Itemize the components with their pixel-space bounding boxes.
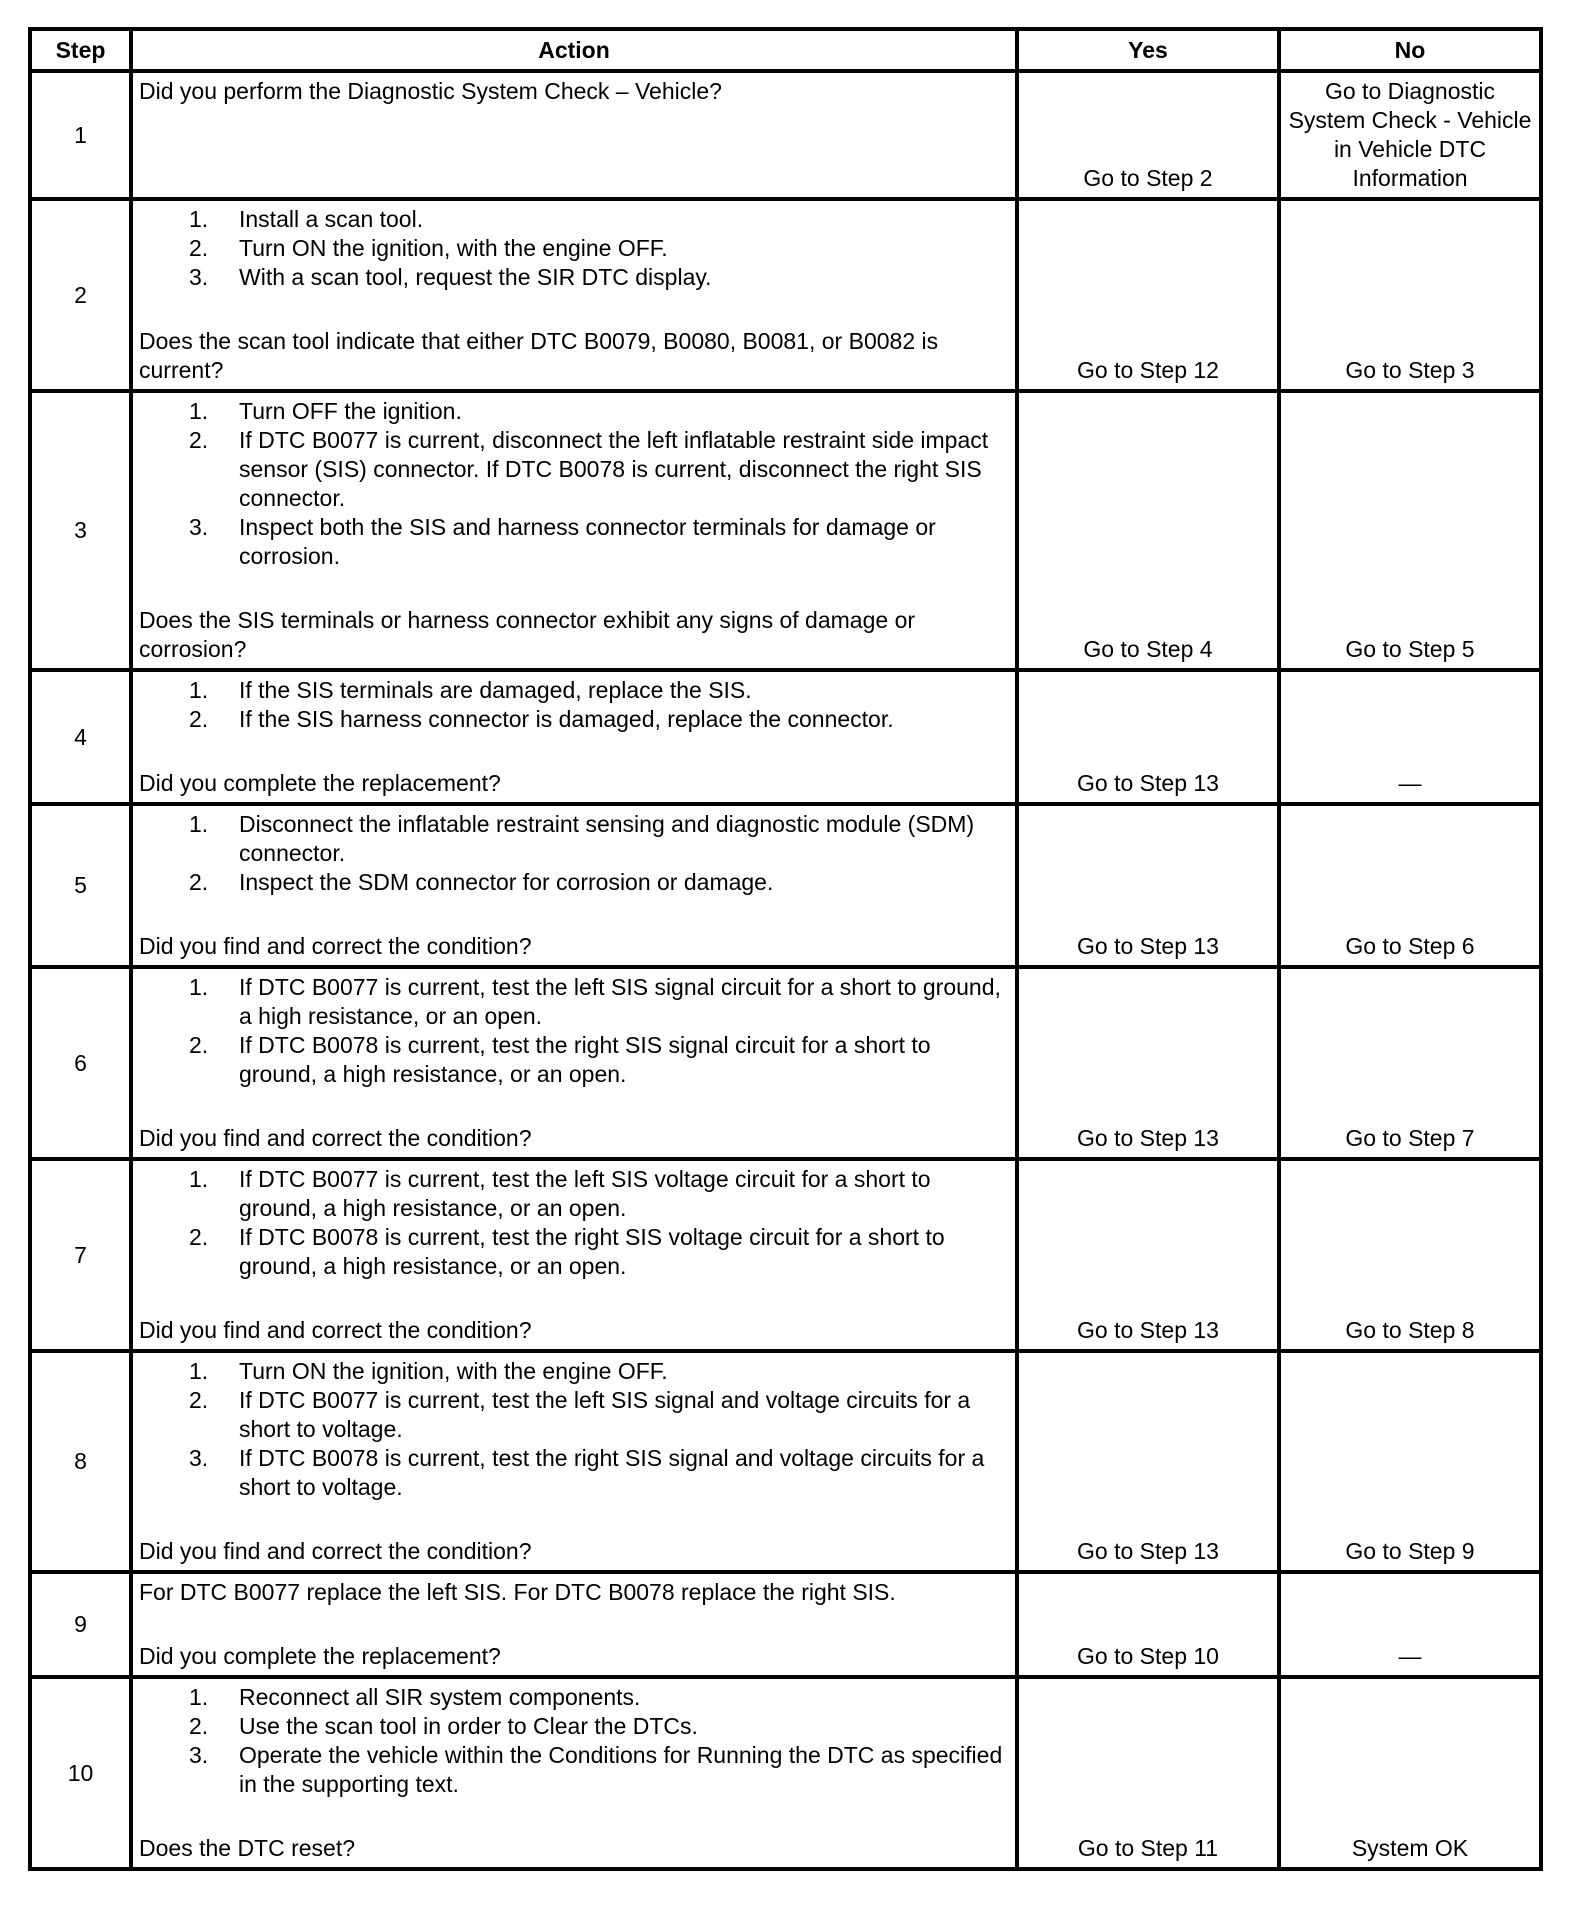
action-step-item bbox=[139, 705, 1009, 734]
no-result: — bbox=[1279, 1572, 1541, 1677]
step-number: 1 bbox=[30, 71, 131, 199]
action-step-item bbox=[139, 676, 1009, 705]
action-step-text: If DTC B0078 is current, test the right SIS voltage circuit for a short to ground, a high resistance, or an open. bbox=[239, 1224, 945, 1279]
table-row bbox=[30, 71, 1541, 199]
action-cell bbox=[131, 1677, 1017, 1869]
table-row bbox=[30, 1159, 1541, 1351]
step-number: 3 bbox=[30, 391, 131, 670]
step-number: 2 bbox=[30, 199, 131, 391]
header-yes: Yes bbox=[1017, 29, 1279, 71]
action-question: Did you complete the replacement? bbox=[139, 1643, 501, 1669]
yes-result: Go to Step 13 bbox=[1017, 670, 1279, 804]
action-step-item bbox=[139, 1223, 1009, 1281]
action-step-item bbox=[139, 263, 1009, 292]
action-steps-list bbox=[139, 205, 1009, 292]
no-result: Go to Step 9 bbox=[1279, 1351, 1541, 1572]
action-step-number: 1. bbox=[189, 398, 209, 424]
action-step-number: 2. bbox=[189, 1387, 209, 1413]
action-step-text: Turn ON the ignition, with the engine OFF. bbox=[239, 1358, 668, 1384]
step-number: 5 bbox=[30, 804, 131, 967]
action-step-item bbox=[139, 205, 1009, 234]
table-row bbox=[30, 199, 1541, 391]
action-cell bbox=[131, 1159, 1017, 1351]
action-step-text: With a scan tool, request the SIR DTC display. bbox=[239, 264, 712, 290]
action-cell bbox=[131, 391, 1017, 670]
no-result: Go to Step 6 bbox=[1279, 804, 1541, 967]
action-steps-list bbox=[139, 1165, 1009, 1281]
action-step-item bbox=[139, 234, 1009, 263]
action-step-number: 2. bbox=[189, 869, 209, 895]
action-cell bbox=[131, 1572, 1017, 1677]
action-cell bbox=[131, 71, 1017, 199]
action-step-text: If the SIS terminals are damaged, replace the SIS. bbox=[239, 677, 752, 703]
action-cell bbox=[131, 967, 1017, 1159]
yes-result: Go to Step 12 bbox=[1017, 199, 1279, 391]
no-result: — bbox=[1279, 670, 1541, 804]
step-number: 10 bbox=[30, 1677, 131, 1869]
yes-result: Go to Step 4 bbox=[1017, 391, 1279, 670]
action-step-item bbox=[139, 1357, 1009, 1386]
action-step-number: 2. bbox=[189, 706, 209, 732]
action-step-text: If DTC B0077 is current, test the left SIS voltage circuit for a short to ground, a high resistance, or an open. bbox=[239, 1166, 931, 1221]
action-step-text: If DTC B0078 is current, test the right SIS signal and voltage circuits for a short to voltage. bbox=[239, 1445, 985, 1500]
action-cell bbox=[131, 1351, 1017, 1572]
action-steps-list bbox=[139, 973, 1009, 1089]
action-question: Did you find and correct the condition? bbox=[139, 1317, 532, 1343]
table-row bbox=[30, 1572, 1541, 1677]
action-step-number: 1. bbox=[189, 1684, 209, 1710]
table-row bbox=[30, 391, 1541, 670]
yes-result: Go to Step 11 bbox=[1017, 1677, 1279, 1869]
action-step-number: 1. bbox=[189, 811, 209, 837]
yes-result: Go to Step 10 bbox=[1017, 1572, 1279, 1677]
yes-result: Go to Step 13 bbox=[1017, 804, 1279, 967]
table-row bbox=[30, 804, 1541, 967]
action-cell bbox=[131, 804, 1017, 967]
action-step-text: Inspect both the SIS and harness connector terminals for damage or corrosion. bbox=[239, 514, 936, 569]
action-step-number: 1. bbox=[189, 1358, 209, 1384]
action-step-item bbox=[139, 973, 1009, 1031]
header-action: Action bbox=[131, 29, 1017, 71]
action-question: Did you find and correct the condition? bbox=[139, 1125, 532, 1151]
table-row bbox=[30, 670, 1541, 804]
action-question: Did you find and correct the condition? bbox=[139, 1538, 532, 1564]
table-row bbox=[30, 967, 1541, 1159]
action-step-item bbox=[139, 1741, 1009, 1799]
action-question: Does the DTC reset? bbox=[139, 1835, 356, 1861]
table-row bbox=[30, 1677, 1541, 1869]
action-step-text: Turn ON the ignition, with the engine OFF. bbox=[239, 235, 668, 261]
no-result: Go to Diagnostic System Check - Vehicle in Vehicle DTC Information bbox=[1279, 71, 1541, 199]
action-step-text: If DTC B0077 is current, test the left SIS signal and voltage circuits for a short to voltage. bbox=[239, 1387, 971, 1442]
action-step-number: 3. bbox=[189, 1445, 209, 1471]
table-row bbox=[30, 1351, 1541, 1572]
step-number: 4 bbox=[30, 670, 131, 804]
action-step-item bbox=[139, 426, 1009, 513]
no-result: System OK bbox=[1279, 1677, 1541, 1869]
no-result: Go to Step 5 bbox=[1279, 391, 1541, 670]
yes-result: Go to Step 13 bbox=[1017, 967, 1279, 1159]
action-step-text: If DTC B0078 is current, test the right SIS signal circuit for a short to ground, a high resistance, or an open. bbox=[239, 1032, 931, 1087]
action-step-number: 3. bbox=[189, 264, 209, 290]
action-step-item bbox=[139, 1683, 1009, 1712]
action-step-text: Reconnect all SIR system components. bbox=[239, 1684, 641, 1710]
action-step-text: Disconnect the inflatable restraint sensing and diagnostic module (SDM) connector. bbox=[239, 811, 975, 866]
action-step-number: 2. bbox=[189, 235, 209, 261]
action-question: Did you find and correct the condition? bbox=[139, 933, 532, 959]
action-steps-list bbox=[139, 1357, 1009, 1502]
action-step-text: Turn OFF the ignition. bbox=[239, 398, 462, 424]
action-question: Does the SIS terminals or harness connector exhibit any signs of damage or corrosion? bbox=[139, 607, 916, 662]
action-step-item bbox=[139, 1031, 1009, 1089]
yes-result: Go to Step 13 bbox=[1017, 1351, 1279, 1572]
action-step-number: 1. bbox=[189, 206, 209, 232]
header-row bbox=[30, 29, 1541, 71]
action-step-item bbox=[139, 1165, 1009, 1223]
no-result: Go to Step 3 bbox=[1279, 199, 1541, 391]
action-step-text: Operate the vehicle within the Conditions for Running the DTC as specified in the supporting text. bbox=[239, 1742, 1003, 1797]
action-question: Does the scan tool indicate that either DTC B0079, B0080, B0081, or B0082 is current? bbox=[139, 328, 939, 383]
action-step-number: 1. bbox=[189, 1166, 209, 1192]
header-step: Step bbox=[30, 29, 131, 71]
action-intro-text: Did you perform the Diagnostic System Check – Vehicle? bbox=[139, 78, 722, 104]
action-step-number: 3. bbox=[189, 1742, 209, 1768]
action-steps-list bbox=[139, 810, 1009, 897]
action-step-number: 1. bbox=[189, 974, 209, 1000]
action-step-item bbox=[139, 810, 1009, 868]
action-step-item bbox=[139, 1444, 1009, 1502]
action-steps-list bbox=[139, 1683, 1009, 1799]
action-step-number: 2. bbox=[189, 427, 209, 453]
no-result: Go to Step 8 bbox=[1279, 1159, 1541, 1351]
action-step-text: Use the scan tool in order to Clear the DTCs. bbox=[239, 1713, 698, 1739]
diagnostic-table bbox=[28, 27, 1543, 1871]
action-step-text: If DTC B0077 is current, disconnect the left inflatable restraint side impact sensor (SIS) connector. If DTC B0078 is current, disconnect the right SIS connector. bbox=[239, 427, 989, 511]
action-steps-list bbox=[139, 397, 1009, 571]
action-step-text: If DTC B0077 is current, test the left SIS signal circuit for a short to ground, a high resistance, or an open. bbox=[239, 974, 1001, 1029]
action-step-item bbox=[139, 513, 1009, 571]
step-number: 7 bbox=[30, 1159, 131, 1351]
step-number: 8 bbox=[30, 1351, 131, 1572]
action-step-number: 3. bbox=[189, 514, 209, 540]
action-step-number: 2. bbox=[189, 1713, 209, 1739]
yes-result: Go to Step 2 bbox=[1017, 71, 1279, 199]
action-step-item bbox=[139, 868, 1009, 897]
step-number: 9 bbox=[30, 1572, 131, 1677]
action-step-item bbox=[139, 397, 1009, 426]
action-step-text: Inspect the SDM connector for corrosion or damage. bbox=[239, 869, 774, 895]
action-steps-list bbox=[139, 676, 1009, 734]
action-step-text: If the SIS harness connector is damaged, replace the connector. bbox=[239, 706, 894, 732]
no-result: Go to Step 7 bbox=[1279, 967, 1541, 1159]
action-intro-text: For DTC B0077 replace the left SIS. For DTC B0078 replace the right SIS. bbox=[139, 1579, 896, 1605]
action-cell bbox=[131, 670, 1017, 804]
action-step-text: Install a scan tool. bbox=[239, 206, 424, 232]
step-number: 6 bbox=[30, 967, 131, 1159]
action-cell bbox=[131, 199, 1017, 391]
action-step-number: 1. bbox=[189, 677, 209, 703]
header-no: No bbox=[1279, 29, 1541, 71]
yes-result: Go to Step 13 bbox=[1017, 1159, 1279, 1351]
action-question: Did you complete the replacement? bbox=[139, 770, 501, 796]
action-step-item bbox=[139, 1386, 1009, 1444]
action-step-item bbox=[139, 1712, 1009, 1741]
action-step-number: 2. bbox=[189, 1032, 209, 1058]
action-step-number: 2. bbox=[189, 1224, 209, 1250]
